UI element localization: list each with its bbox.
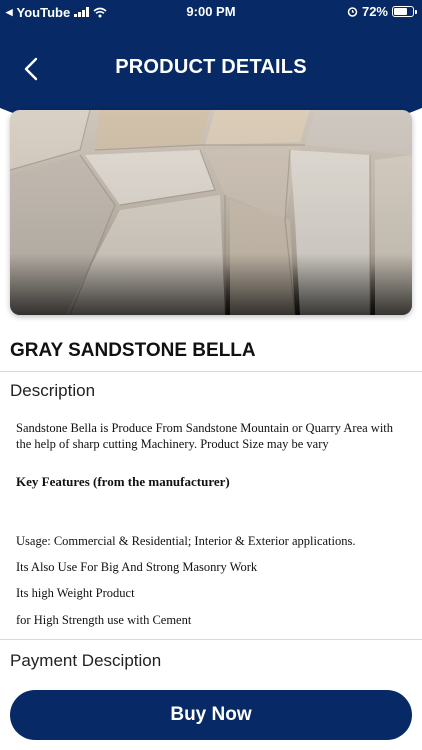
divider [0,371,422,372]
alarm-icon [347,6,358,17]
status-right [347,4,414,19]
feature-usage: Usage: Commercial & Residential; Interior & Exterior applications. [16,534,356,548]
status-time: 9:00 PM [186,4,236,19]
sandstone-blocks-photo [10,110,412,315]
back-to-app-icon[interactable]: ◂ [6,4,13,19]
feature-weight: Its high Weight Product [16,586,135,600]
description-text: Sandstone Bella is Produce From Sandstone Mountain or Quarry Area with the help of sharp cutting Machinery. Product Size may be vary [16,421,394,451]
product-image [10,110,412,315]
carrier-label: YouTube [16,4,71,20]
feature-strength: for High Strength use with Cement [16,613,192,627]
payment-heading[interactable]: Payment Desciption [10,651,162,670]
page-title: PRODUCT DETAILS [115,56,307,78]
description-heading: Description [10,381,96,400]
battery-icon [392,6,414,17]
feature-masonry: Its Also Use For Big And Strong Masonry Work [16,560,258,574]
battery-percent: 72% [361,4,388,19]
buy-now-button[interactable]: Buy Now [10,690,412,740]
key-features-heading: Key Features (from the manufacturer) [16,474,230,489]
status-bar [0,0,422,22]
divider [0,639,422,640]
product-name: GRAY SANDSTONE BELLA [10,340,256,361]
battery-fill [394,8,407,15]
